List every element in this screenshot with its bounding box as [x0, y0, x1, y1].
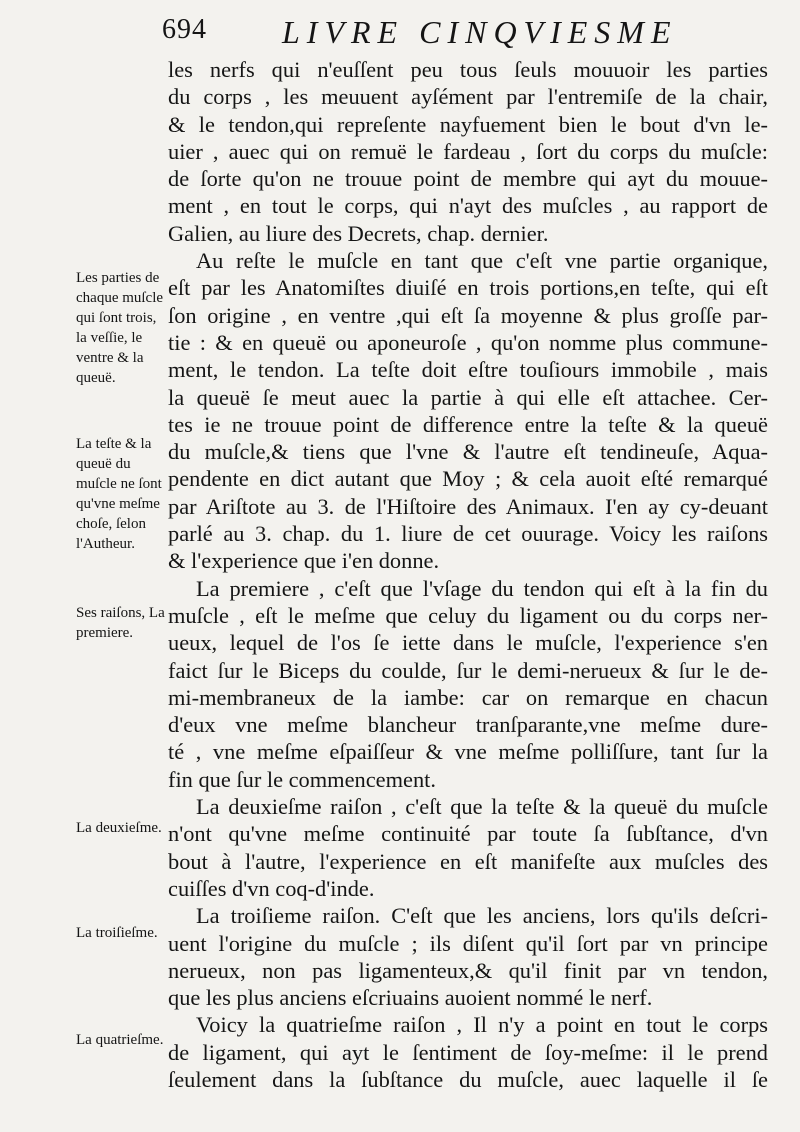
margin-note: Ses raiſons, La premiere.	[76, 605, 165, 641]
text-line: ment, le tendon. La teſte doit eſtre touſiours immobile , mais	[168, 357, 768, 383]
text-line: La troiſieme raiſon. C'eſt que les anciens, lors qu'ils deſcri-	[196, 903, 768, 929]
text-line: uier , auec qui on remuë le fardeau , ſort du corps du muſcle:	[168, 138, 768, 164]
text-line: la queuë ſe meut auec la partie à qui elle eſt attachee. Cer-	[168, 384, 768, 410]
text-line: muſcle , eſt le meſme que celuy du ligament ou du corps ner-	[168, 602, 768, 628]
margin-note: La troiſieſme.	[76, 925, 158, 941]
text-line: les nerfs qui n'euſſent peu tous ſeuls mouuoir les parties	[168, 57, 768, 82]
text-line: cuiſſes d'vn coq-d'inde.	[168, 875, 375, 901]
text-line: La deuxieſme raiſon , c'eſt que la teſte & la queuë du muſcle	[196, 794, 768, 820]
running-head	[162, 14, 722, 54]
margin-note: La deuxieſme.	[76, 820, 162, 836]
text-line: de ligament, qui ayt le ſentiment de ſoy-meſme: il le prend	[168, 1039, 768, 1065]
text-line: mi-membraneux de la iambe: car on remarque en chacun	[168, 684, 768, 710]
text-line: ſon origine , en ventre ,qui eſt ſa moyenne & plus groſſe par-	[168, 302, 768, 328]
text-line: té , vne meſme eſpaiſſeur & vne meſme polliſſure, tant ſur la	[168, 739, 768, 765]
page-number: 694	[162, 14, 207, 45]
margin-note: La teſte & la queuë du muſcle ne ſont qu'vne meſme choſe, ſelon l'Autheur.	[76, 436, 162, 552]
text-line: ſeulement dans la ſubſtance du muſcle, auec laquelle il ſe	[168, 1066, 768, 1092]
text-line: que les plus anciens eſcriuains auoient nommé le nerf.	[168, 985, 653, 1011]
text-line: du muſcle,& tiens que l'vne & l'autre eſt tendineuſe, Aqua-	[168, 439, 768, 465]
text-line: nerueux, non pas ligamenteux,& qu'il finit par vn tendon,	[168, 957, 768, 983]
text-line: Au reſte le muſcle en tant que c'eſt vne partie organique,	[196, 248, 768, 274]
text-line: fin que ſur le commencement.	[168, 766, 436, 792]
margin-note: Les parties de chaque muſcle qui ſont trois, la veſſie, le ventre & la queuë.	[76, 270, 164, 386]
text-line: La premiere , c'eſt que l'vſage du tendon qui eſt à la fin du	[196, 575, 768, 601]
text-line: & le tendon,qui repreſente nayfuement bien le bout d'vn le-	[168, 111, 768, 137]
text-line: bout à l'autre, l'experience en eſt manifeſte aux muſcles des	[168, 848, 768, 874]
margin-note: La quatrieſme.	[76, 1032, 164, 1048]
text-line: ment , en tout le corps, qui n'ayt des muſcles , au rapport de	[168, 193, 768, 219]
text-line: tes ie ne trouue point de difference entre la teſte & la queuë	[168, 411, 768, 437]
text-line: du corps , les meuuent ayſément par l'entremiſe de la chair,	[168, 84, 768, 110]
body-text	[168, 56, 768, 1093]
text-line: faict ſur le Biceps du coulde, ſur le demi-nerueux & ſur le de-	[168, 657, 768, 683]
text-line: eſt par les Anatomiſtes diuiſé en trois portions,en teſte, qui eſt	[168, 275, 768, 301]
text-line: & l'experience que i'en donne.	[168, 548, 440, 574]
text-line: Voicy la quatrieſme raiſon , Il n'y a point en tout le corps	[196, 1012, 768, 1038]
text-line: de ſorte qu'on ne trouue point de membre qui ayt du mouue-	[168, 166, 768, 192]
text-line: par Ariſtote au 3. de l'Hiſtoire des Animaux. I'en ay cy-deuant	[168, 493, 768, 519]
text-line: parlé au 3. chap. du 1. liure de cet ouurage. Voicy les raiſons	[168, 521, 768, 547]
text-line: Galien, au liure des Decrets, chap. dernier.	[168, 220, 549, 246]
text-line: tie : & en queuë ou aponeuroſe , qu'on nomme plus commune-	[168, 329, 768, 355]
text-line: d'eux vne meſme blancheur tranſparante,vne meſme dure-	[168, 712, 768, 738]
text-line: ueux, lequel de l'os ſe iette dans le muſcle, l'experience s'en	[168, 630, 768, 656]
text-line: pendente en dict autant que Moy ; & cela auoit eſté remarqué	[168, 466, 768, 492]
text-line: n'ont qu'vne meſme continuité par toute ſa ſubſtance, d'vn	[168, 821, 768, 847]
running-title: LIVRE CINQVIESME	[282, 14, 678, 50]
text-line: uent l'origine du muſcle ; ils diſent qu'il ſort par vn principe	[168, 930, 768, 956]
